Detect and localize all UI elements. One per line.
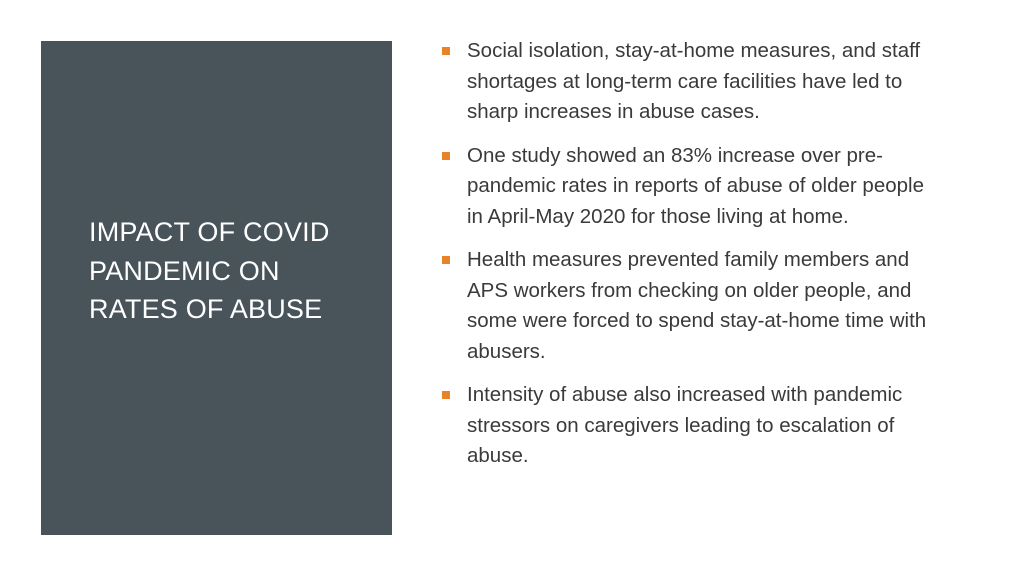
bullet-text: Health measures prevented family members and APS workers from checking on older people, and some were forced to spend stay-at-home time with abusers.	[467, 248, 927, 363]
bullet-item	[440, 380, 940, 472]
title-panel	[41, 41, 392, 535]
bullet-list	[440, 36, 940, 485]
bullet-item	[440, 36, 940, 128]
square-bullet-icon	[442, 256, 450, 264]
bullet-item	[440, 245, 940, 367]
square-bullet-icon	[442, 152, 450, 160]
square-bullet-icon	[442, 47, 450, 55]
bullet-text: Intensity of abuse also increased with pandemic stressors on caregivers leading to escalation of abuse.	[467, 383, 903, 467]
bullet-text: Social isolation, stay-at-home measures, and staff shortages at long-term care facilities have led to sharp increases in abuse cases.	[467, 39, 921, 123]
slide-title: IMPACT OF COVID PANDEMIC ON RATES OF ABUSE	[89, 217, 330, 324]
square-bullet-icon	[442, 391, 450, 399]
bullet-text: One study showed an 83% increase over pre-pandemic rates in reports of abuse of older people in April-May 2020 for those living at home.	[467, 143, 924, 228]
bullet-item	[440, 141, 940, 233]
